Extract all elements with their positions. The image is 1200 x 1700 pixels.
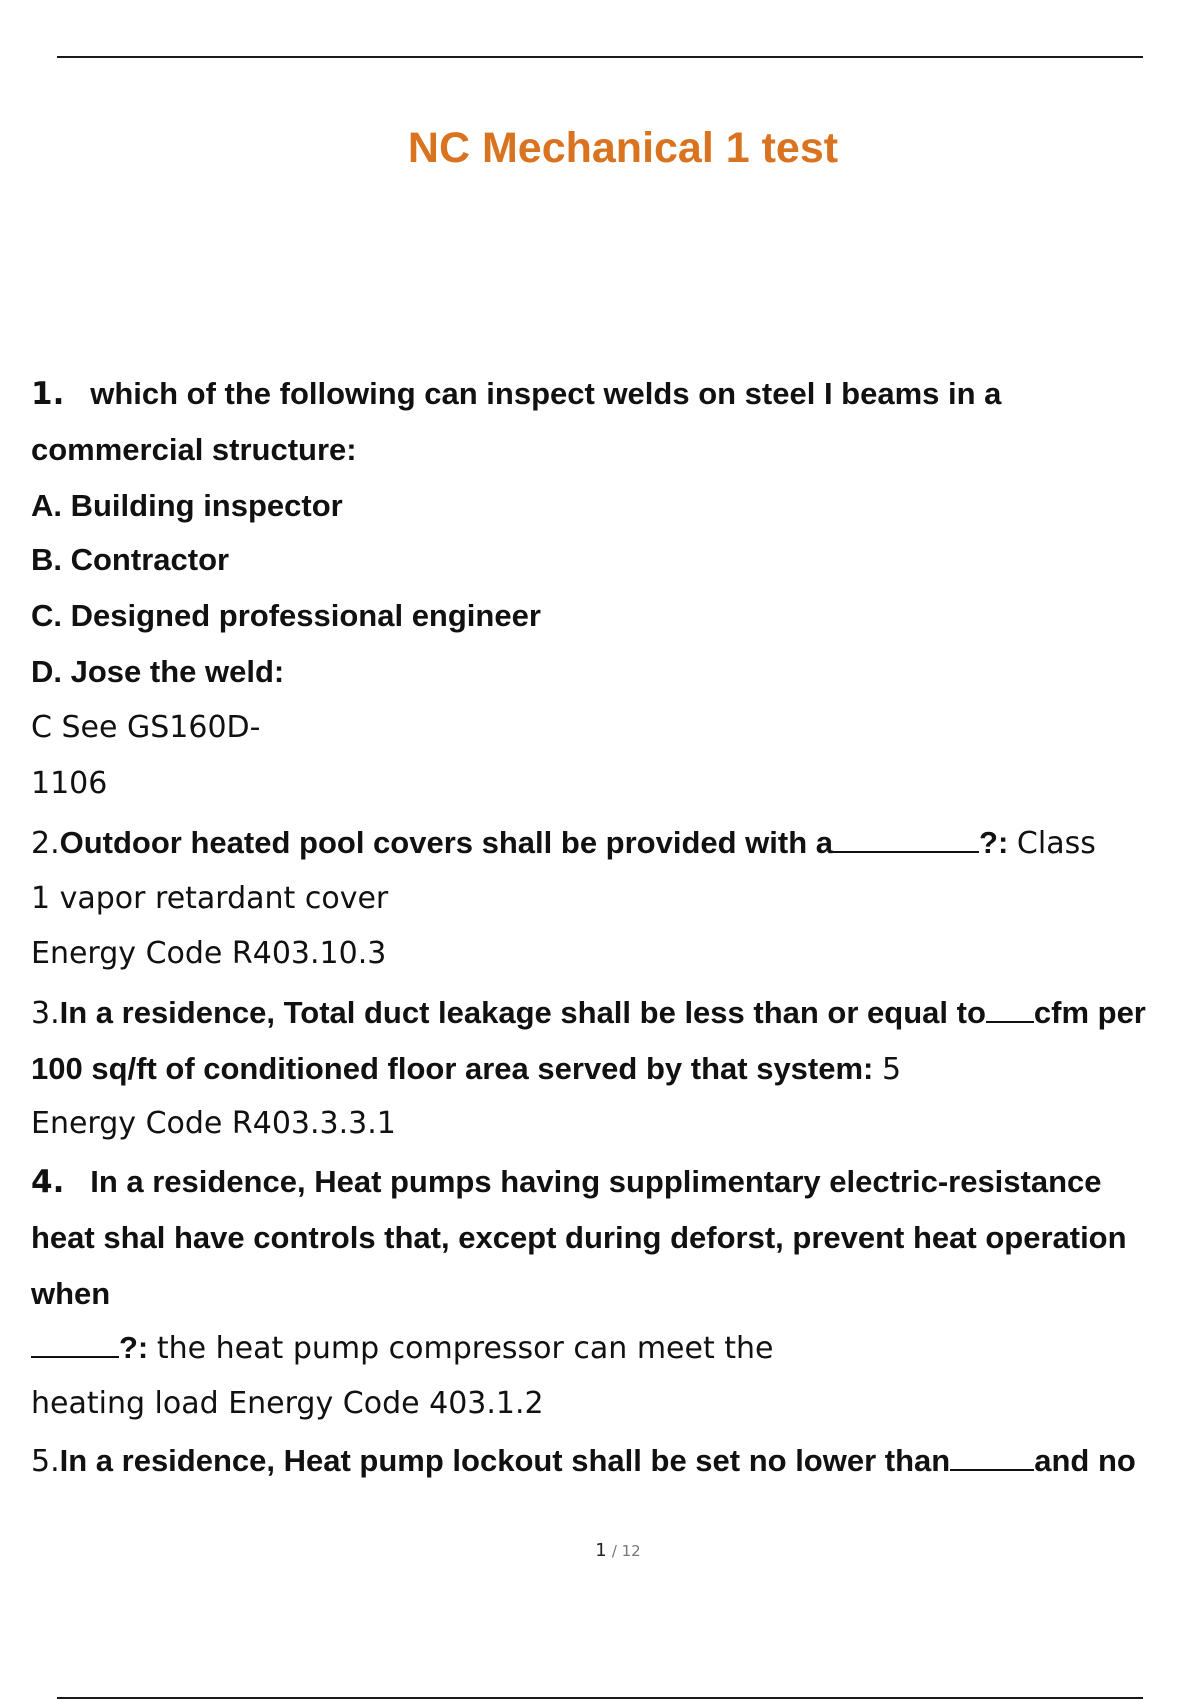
question-2-line-1 xyxy=(31,823,1096,864)
question-1-answer-1: C See GS160D- xyxy=(31,710,261,745)
question-2-number: 2. xyxy=(31,826,60,861)
question-5-text-1b: and no xyxy=(1034,1443,1136,1478)
question-2-text: Outdoor heated pool covers shall be provided with a xyxy=(59,825,834,860)
question-2-reference: Energy Code R403.10.3 xyxy=(31,936,387,971)
question-2-suffix: ?: xyxy=(979,825,1009,860)
question-4-text-3: when xyxy=(31,1276,111,1311)
question-4-suffix: ?: xyxy=(119,1330,149,1365)
question-1-line-1 xyxy=(31,374,1001,414)
question-4-line-4 xyxy=(31,1328,774,1369)
question-3-reference: Energy Code R403.3.3.1 xyxy=(31,1106,396,1141)
question-2-blank xyxy=(833,827,979,853)
question-1-option-d: D. Jose the weld: xyxy=(31,654,285,689)
question-5-blank xyxy=(950,1445,1034,1471)
question-5-number: 5. xyxy=(31,1444,60,1479)
page-indicator xyxy=(0,1540,1200,1561)
question-3-blank xyxy=(986,997,1034,1023)
question-4-text-1: In a residence, Heat pumps having supplimentary electric-resistance xyxy=(90,1164,1102,1199)
question-4-text-2: heat shal have controls that, except during deforst, prevent heat operation xyxy=(31,1220,1127,1255)
question-3-line-1 xyxy=(31,993,1146,1034)
question-3-text-1b: cfm per xyxy=(1033,995,1146,1030)
question-3-number: 3. xyxy=(31,996,60,1031)
question-4-number: 4. xyxy=(31,1164,65,1200)
question-4-answer-2: heating load Energy Code 403.1.2 xyxy=(31,1386,544,1421)
question-3-line-2 xyxy=(31,1049,901,1090)
question-4-answer-1: the heat pump compressor can meet the xyxy=(156,1331,774,1366)
question-1-answer-2: 1106 xyxy=(31,766,108,801)
question-5-text-1: In a residence, Heat pump lockout shall be set no lower than xyxy=(59,1443,951,1478)
question-4-line-1 xyxy=(31,1162,1102,1202)
question-3-answer: 5 xyxy=(882,1052,902,1087)
question-1-option-a: A. Building inspector xyxy=(31,488,343,523)
question-2-answer-2: 1 vapor retardant cover xyxy=(31,881,389,916)
bottom-rule xyxy=(57,1697,1143,1699)
question-3-text-2: 100 sq/ft of conditioned floor area served by that system: xyxy=(31,1051,874,1086)
question-1-option-b: B. Contractor xyxy=(31,542,230,577)
question-1-text-1: which of the following can inspect welds on steel I beams in a xyxy=(90,376,1002,411)
question-3-text-1: In a residence, Total duct leakage shall be less than or equal to xyxy=(59,995,986,1030)
question-4-blank xyxy=(31,1332,119,1358)
question-2-answer-1: Class xyxy=(1016,826,1096,861)
page-total: / 12 xyxy=(611,1542,641,1560)
top-rule xyxy=(57,56,1143,58)
question-1-number: 1. xyxy=(31,376,65,412)
question-5-line-1 xyxy=(31,1441,1136,1482)
document-title: NC Mechanical 1 test xyxy=(407,124,839,172)
question-1-text-2: commercial structure: xyxy=(31,432,357,467)
page-current: 1 xyxy=(595,1540,607,1561)
question-1-option-c: C. Designed professional engineer xyxy=(31,598,541,633)
